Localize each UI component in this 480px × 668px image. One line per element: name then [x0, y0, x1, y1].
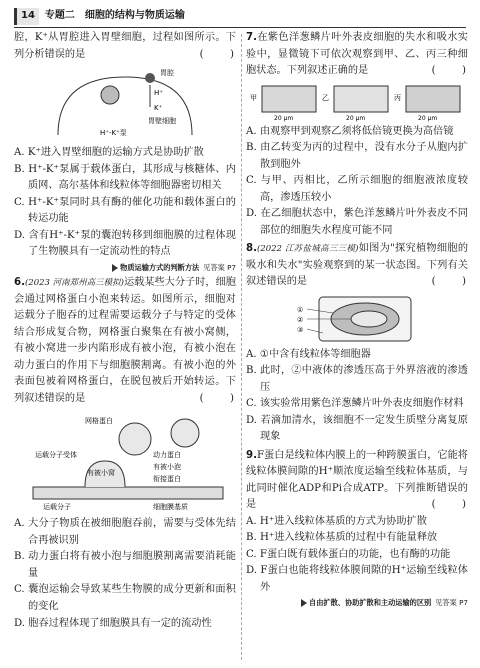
q5-option-b: B. H⁺-K⁺泵属于载体蛋白，其形成与核糖体、内质网、高尔基体和线粒体等细胞器密切相关: [14, 163, 236, 192]
label-clathrin: 网格蛋白: [85, 417, 113, 426]
label-membrane: 细胞膜基质: [153, 503, 188, 512]
q7-text: 在紫色洋葱鳞片叶外表皮细胞的失水和吸水实验中，显微镜下可依次观察到甲、乙、丙三种细胞状态。下列叙述正确的是: [246, 32, 468, 77]
q8-option-d: D. 若滴加清水，该细胞不一定发生质壁分离复原现象: [246, 414, 468, 443]
q7-option-d: D. 在乙细胞状态中，紫色洋葱鳞片叶外表皮不同部位的细胞失水程度可能不同: [246, 208, 468, 236]
q9-option-c: C. F蛋白既有载体蛋白的功能，也有酶的功能: [246, 548, 451, 560]
label-jia: 甲: [250, 93, 257, 102]
q9-text: F蛋白是线粒体内膜上的一种跨膜蛋白，它能将线粒体膜间隙的H⁺顺浓度运输至线粒体基质，与此同时催化ADP和Pi合成ATP。下列推断错误的是: [246, 449, 468, 511]
vacuole-shape: [351, 311, 387, 327]
q8-option-c: C. 该实验常用紫色洋葱鳞片叶外表皮细胞作材料: [246, 398, 464, 410]
tip-answer-ref: 见答案 P7: [435, 598, 468, 608]
q9-option-a: A. H⁺进入线粒体基质的方式为协助扩散: [246, 515, 427, 527]
right-column: [246, 30, 468, 664]
label-pump: H⁺-K⁺泵: [100, 129, 127, 138]
label-dynamin: 动力蛋白: [153, 451, 181, 460]
label-vesicle: 有被小泡: [153, 463, 181, 472]
label-part-2: ②: [297, 315, 304, 324]
q7-number: 7.: [246, 32, 257, 43]
free-vesicle: [171, 419, 199, 447]
vesicle-shape: [101, 86, 119, 104]
q8-text: 如图为"探究植物细胞的吸水和失水"实验观察到的某一状态图。下列有关叙述错误的是: [246, 243, 468, 288]
coated-vesicle: [119, 423, 151, 455]
q7-option-c: C. 与甲、丙相比，乙所示细胞的细胞液浓度较高，渗透压较小: [246, 175, 468, 203]
q7-option-b: B. 由乙转变为丙的过程中，没有水分子从胞内扩散到胞外: [246, 142, 468, 170]
q8-source: (2022 江苏盐城高三三模): [256, 244, 359, 255]
cell-yi: [334, 86, 388, 112]
proton-pump-diagram: [50, 65, 200, 143]
q6-source: (2023 河南郑州高三模拟): [24, 278, 124, 289]
label-k-ion: K⁺: [154, 104, 163, 113]
cell-jia: [262, 86, 316, 112]
q5-stem-text: 腔，K⁺从胃腔进入胃壁细胞，过程如图所示。下列分析错误的是: [14, 32, 236, 60]
q8-number: 8.: [246, 243, 257, 255]
pump-shape: [145, 73, 155, 83]
q5-option-c: C. H⁺-K⁺泵同时具有酶的催化功能和载体蛋白的转运功能: [14, 196, 236, 225]
q9-stem: [246, 448, 468, 514]
cell-states-micrographs: [248, 82, 466, 122]
q6-option-d: D. 胞吞过程体现了细胞膜具有一定的流动性: [14, 617, 212, 629]
study-tip-2: [246, 597, 468, 609]
left-column: [14, 30, 236, 664]
label-cargo: 运载分子: [43, 503, 71, 512]
arrow-icon: [112, 264, 118, 272]
tip-text: 自由扩散、协助扩散和主动运输的区别: [309, 598, 432, 608]
membrane-band: [33, 487, 223, 499]
q6-option-a: A. 大分子物质在被细胞胞吞前，需要与受体先结合再被识别: [14, 518, 236, 546]
q7-option-a: A. 由观察甲到观察乙须将低倍镜更换为高倍镜: [246, 125, 454, 137]
q9-answer-bracket: ( ): [431, 499, 468, 511]
q6-answer-bracket: ( ): [199, 392, 236, 404]
label-yi: 乙: [322, 93, 329, 102]
q9-option-d: D. F蛋白也能将线粒体膜间隙的H⁺运输至线粒体外: [246, 565, 468, 593]
plasmolysis-diagram: [297, 293, 417, 345]
q5-option-d: D. 含有H⁺-K⁺泵的囊泡转移到细胞膜的过程体现了生物膜具有一定流动性的特点: [14, 229, 236, 258]
q6-text: 运载某些大分子时，细胞会通过网格蛋白小泡来转运。如图所示，细胞对运载分子胞吞的过程需要运载分子与特定的受体结合形成复合物，网格蛋白聚集在有被小窝侧，有被小窝进一步内陷形成有被小泡，有被小泡在动力蛋白的作用下与细胞膜割离。有被小泡的外表面包被着网格蛋白，在脱包被后开始转运。下列叙述错误的是: [14, 277, 236, 404]
section-title: 专题二 细胞的结构与物质运输: [44, 10, 185, 22]
q7-answer-bracket: ( ): [431, 65, 468, 77]
cell-membrane-line: [58, 77, 192, 138]
label-pit: 有被小窝: [87, 469, 115, 478]
q6-stem: [14, 275, 236, 407]
scale-bing: 20 μm: [418, 114, 438, 122]
q8-option-a: A. ①中含有线粒体等细胞器: [246, 348, 371, 360]
label-cargo-receptor: 运载分子受体: [35, 451, 77, 460]
label-lumen: 胃腔: [160, 69, 174, 78]
scale-jia: 20 μm: [274, 114, 294, 122]
endocytosis-diagram: [25, 409, 225, 514]
q6-option-c: C. 囊泡运输会导致某些生物膜的成分更新和面积的变化: [14, 584, 236, 612]
arrow-icon: [301, 599, 307, 607]
tip-text: 物质运输方式的判断方法: [120, 262, 200, 272]
label-h-ion: H⁺: [154, 89, 163, 98]
q8-answer-bracket: ( ): [431, 276, 468, 288]
label-part-3: ③: [297, 325, 304, 334]
q9-option-b: B. H⁺进入线粒体基质的过程中有能量释放: [246, 532, 438, 544]
q5-answer-bracket: ( ): [199, 48, 236, 60]
q9-number: 9.: [246, 449, 257, 461]
label-cell: 胃壁细胞: [148, 117, 176, 126]
q5-option-a: A. K⁺进入胃壁细胞的运输方式是协助扩散: [14, 147, 204, 159]
tip-answer-ref: 见答案 P7: [203, 262, 236, 272]
label-part-1: ①: [297, 305, 304, 314]
label-bing: 丙: [394, 93, 401, 102]
study-tip: [14, 262, 236, 274]
q6-option-b: B. 动力蛋白将有被小泡与细胞膜割离需要消耗能量: [14, 551, 236, 579]
scale-yi: 20 μm: [346, 114, 366, 122]
q5-stem: [14, 30, 236, 63]
page-header: [14, 6, 466, 28]
page-number: 14: [14, 8, 39, 24]
q8-stem: [246, 241, 468, 291]
cell-bing: [406, 86, 460, 112]
q8-option-b: B. 此时，②中液体的渗透压高于外界溶液的渗透压: [246, 365, 468, 393]
column-divider: [241, 34, 242, 660]
q7-stem: [246, 30, 468, 80]
label-adaptor: 衔接蛋白: [153, 475, 181, 484]
q6-number: 6.: [14, 277, 25, 289]
